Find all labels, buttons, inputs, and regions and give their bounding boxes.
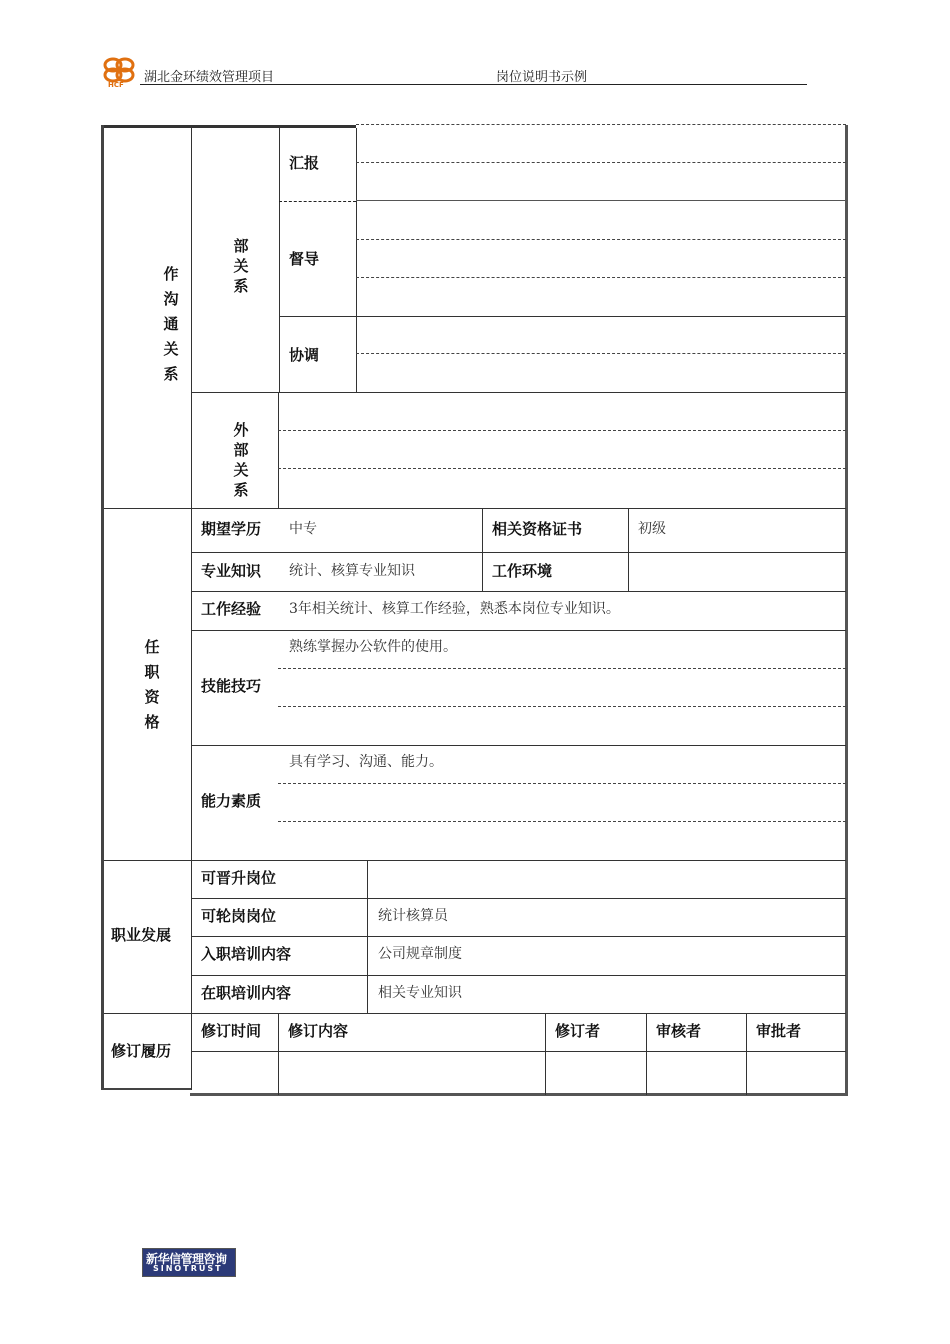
form-border-left <box>101 125 104 1090</box>
promotion-label: 可晋升岗位 <box>201 869 277 887</box>
footer-brand-en: SINOTRUST <box>153 1264 223 1273</box>
logo <box>100 54 138 90</box>
revision-col-approver: 审批者 <box>756 1022 802 1040</box>
revision-col-reviewer: 审核者 <box>656 1022 702 1040</box>
environment-label: 工作环境 <box>492 562 553 580</box>
report-label: 汇报 <box>289 154 320 172</box>
skills-label: 技能技巧 <box>201 677 262 695</box>
knowledge-label: 专业知识 <box>201 562 262 580</box>
header-rule <box>140 84 807 85</box>
qual-section-label: 任职资格 <box>144 638 160 731</box>
form-border-top <box>101 125 356 128</box>
comm-section-label: 作沟通关系 <box>163 265 179 383</box>
knowledge-value: 统计、核算专业知识 <box>289 563 415 579</box>
career-section-label: 职业发展 <box>111 926 172 944</box>
form-border-right <box>845 125 848 1095</box>
form-border-bottom <box>101 1088 191 1090</box>
supervise-label: 督导 <box>289 250 320 268</box>
ability-value: 具有学习、沟通、能力。 <box>289 754 443 770</box>
logo-text: HCF <box>108 81 124 89</box>
experience-label: 工作经验 <box>201 600 262 618</box>
inservice-label: 在职培训内容 <box>201 984 292 1002</box>
internal-relations-label: 部关系 <box>233 237 249 295</box>
certificate-value: 初级 <box>638 521 666 537</box>
footer-brand-logo <box>142 1248 236 1277</box>
coordinate-label: 协调 <box>289 346 320 364</box>
revision-col-reviser: 修订者 <box>555 1022 601 1040</box>
form-border-bottom-right <box>190 1093 848 1096</box>
revision-col-content: 修订内容 <box>288 1022 349 1040</box>
education-value: 中专 <box>289 521 317 537</box>
skills-value: 熟练掌握办公软件的使用。 <box>289 639 457 655</box>
document-title: 岗位说明书示例 <box>496 70 588 85</box>
onboarding-label: 入职培训内容 <box>201 945 292 963</box>
certificate-label: 相关资格证书 <box>492 520 583 538</box>
company-name: 湖北金环绩效管理项目 <box>144 70 275 85</box>
revision-section-label: 修订履历 <box>111 1042 172 1060</box>
revision-col-time: 修订时间 <box>201 1022 262 1040</box>
rotation-value: 统计核算员 <box>378 908 448 924</box>
inservice-value: 相关专业知识 <box>378 985 462 1001</box>
education-label: 期望学历 <box>201 520 262 538</box>
experience-value: 3年相关统计、核算工作经验，熟悉本岗位专业知识。 <box>289 601 620 617</box>
external-relations-label: 外部关系 <box>233 421 249 499</box>
ability-label: 能力素质 <box>201 792 262 810</box>
footer-brand-cn: 新华信管理咨询 <box>146 1252 227 1266</box>
rotation-label: 可轮岗岗位 <box>201 907 277 925</box>
onboarding-value: 公司规章制度 <box>378 946 462 962</box>
